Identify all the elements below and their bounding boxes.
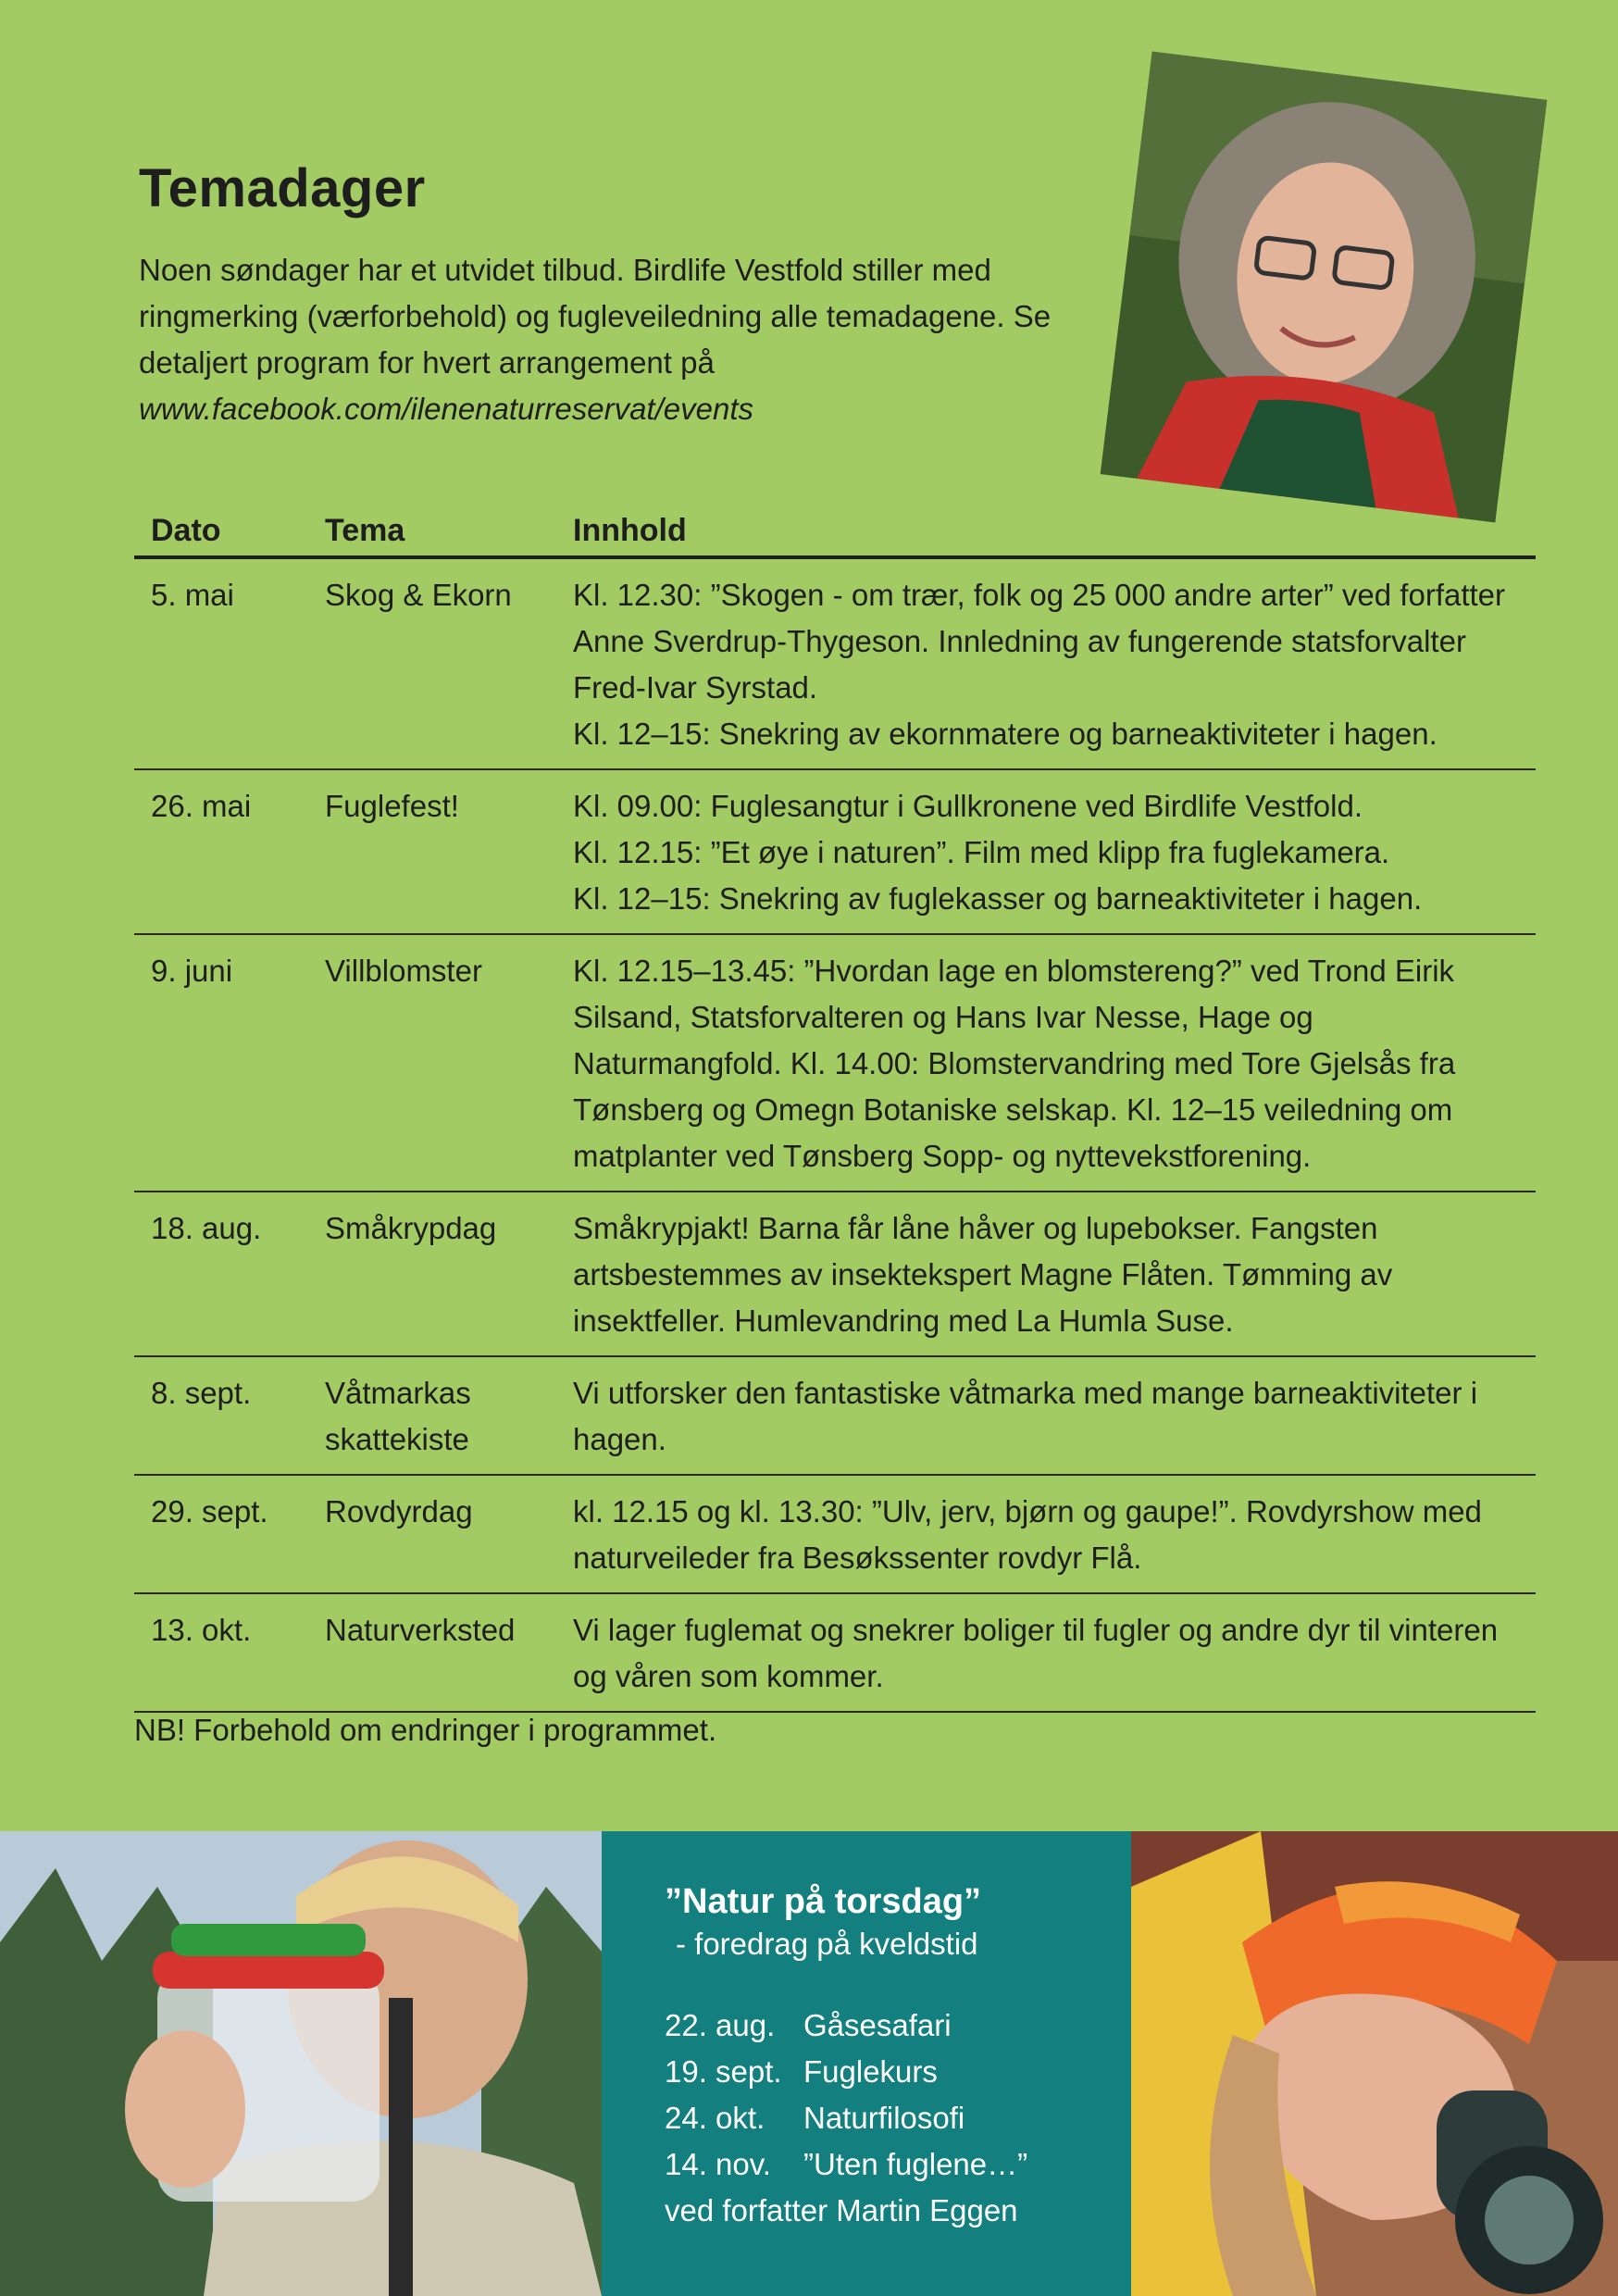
child-with-bug-jar-photo — [0, 1831, 602, 2296]
intro-body: Noen søndager har et utvidet tilbud. Birdlife Vestfold stiller med ringmerking (værforbehold) og fugleveiledning alle temadagene. Se detaljert program for hvert arrangement på — [139, 253, 1052, 380]
lecture-date: 14. nov. — [665, 2147, 771, 2181]
lecture-box — [602, 1831, 1131, 2296]
row-theme: Villblomster — [308, 934, 556, 1192]
lecture-item — [665, 2141, 1027, 2188]
column-header-theme: Tema — [308, 507, 556, 557]
content-line: kl. 12.15 og kl. 13.30: ”Ulv, jerv, bjørn og gaupe!”. Rovdyrshow med naturveileder fra Besøkssenter rovdyr Flå. — [573, 1494, 1482, 1575]
content-line: Kl. 12–15: Snekring av ekornmatere og barneaktiviteter i hagen. — [573, 717, 1438, 751]
content-line: Kl. 12–15: Snekring av fuglekasser og barneaktiviteter i hagen. — [573, 881, 1423, 916]
row-date: 26. mai — [134, 769, 308, 934]
row-date: 8. sept. — [134, 1356, 308, 1475]
row-content — [556, 557, 1536, 769]
table-row — [134, 769, 1536, 934]
row-theme: Rovdyrdag — [308, 1475, 556, 1593]
events-url[interactable]: www.facebook.com/ilenenaturreservat/events — [139, 392, 753, 426]
disclaimer-note: NB! Forbehold om endringer i programmet. — [134, 1713, 717, 1747]
lecture-date: 24. okt. — [665, 2101, 765, 2135]
table-row — [134, 1356, 1536, 1475]
lecture-item — [665, 2003, 1027, 2049]
content-line: Vi lager fuglemat og snekrer boliger til fugler og andre dyr til vinteren og våren som kommer. — [573, 1613, 1499, 1693]
page-title: Temadager — [139, 158, 426, 218]
lecture-date: 19. sept. — [665, 2054, 782, 2089]
portrait-photo — [1101, 52, 1548, 523]
row-date: 9. juni — [134, 934, 308, 1192]
lecture-topic: Gåsesafari — [803, 2008, 952, 2042]
lecture-topic: Fuglekurs — [803, 2054, 938, 2089]
row-theme: Fuglefest! — [308, 769, 556, 934]
girl-with-binoculars-photo — [1131, 1831, 1618, 2296]
row-content — [556, 1356, 1536, 1475]
content-line: Kl. 09.00: Fuglesangtur i Gullkronene ved Birdlife Vestfold. — [573, 789, 1363, 823]
table-row — [134, 1192, 1536, 1356]
row-theme: Småkrypdag — [308, 1192, 556, 1356]
lecture-extra-note: ved forfatter Martin Eggen — [665, 2193, 1018, 2227]
lecture-box-title: ”Natur på torsdag” — [665, 1882, 982, 1921]
row-theme: Naturverksted — [308, 1593, 556, 1712]
content-line: Kl. 12.15–13.45: ”Hvordan lage en blomstereng?” ved Trond Eirik Silsand, Statsforvalteren og Hans Ivar Nesse, Hage og Naturmangfold. Kl. 14.00: Blomstervandring med Tore Gjelsås fra Tønsberg og Omegn Botaniske selskap. Kl. 12–15 veiledning om matplanter ved Tønsberg Sopp- og nyttevekstforening. — [573, 954, 1456, 1173]
row-content — [556, 1192, 1536, 1356]
row-date: 29. sept. — [134, 1475, 308, 1593]
table-row — [134, 557, 1536, 769]
table-header-row — [134, 507, 1536, 557]
table-row — [134, 1593, 1536, 1712]
lecture-topic: Naturfilosofi — [803, 2101, 965, 2135]
table-row — [134, 934, 1536, 1192]
content-line: Kl. 12.30: ”Skogen - om trær, folk og 25 000 andre arter” ved forfatter Anne Sverdrup-Thygeson. Innledning av fungerende statsforvalter Fred-Ivar Syrstad. — [573, 578, 1506, 705]
table-row — [134, 1475, 1536, 1593]
row-date: 13. okt. — [134, 1593, 308, 1712]
lecture-box-subtitle: - foredrag på kveldstid — [676, 1927, 978, 1961]
row-date: 5. mai — [134, 557, 308, 769]
lecture-item — [665, 2049, 1027, 2095]
lecture-item — [665, 2095, 1027, 2141]
intro-text — [139, 247, 1064, 432]
lecture-list — [665, 2003, 1027, 2234]
row-theme: Våtmarkas skattekiste — [308, 1356, 556, 1475]
row-content — [556, 1475, 1536, 1593]
column-header-date: Dato — [134, 507, 308, 557]
content-line: Småkrypjakt! Barna får låne håver og lupebokser. Fangsten artsbestemmes av insektekspert Magne Flåten. Tømming av insektfeller. Humlevandring med La Humla Suse. — [573, 1211, 1393, 1338]
row-theme: Skog & Ekorn — [308, 557, 556, 769]
column-header-content: Innhold — [556, 507, 1536, 557]
lecture-topic: ”Uten fuglene…” — [803, 2147, 1028, 2181]
row-content — [556, 934, 1536, 1192]
events-table — [134, 507, 1536, 1713]
row-date: 18. aug. — [134, 1192, 308, 1356]
row-content — [556, 1593, 1536, 1712]
content-line: Kl. 12.15: ”Et øye i naturen”. Film med klipp fra fuglekamera. — [573, 835, 1390, 869]
content-line: Vi utforsker den fantastiske våtmarka med mange barneaktiviteter i hagen. — [573, 1376, 1478, 1456]
lecture-date: 22. aug. — [665, 2008, 776, 2042]
row-content — [556, 769, 1536, 934]
